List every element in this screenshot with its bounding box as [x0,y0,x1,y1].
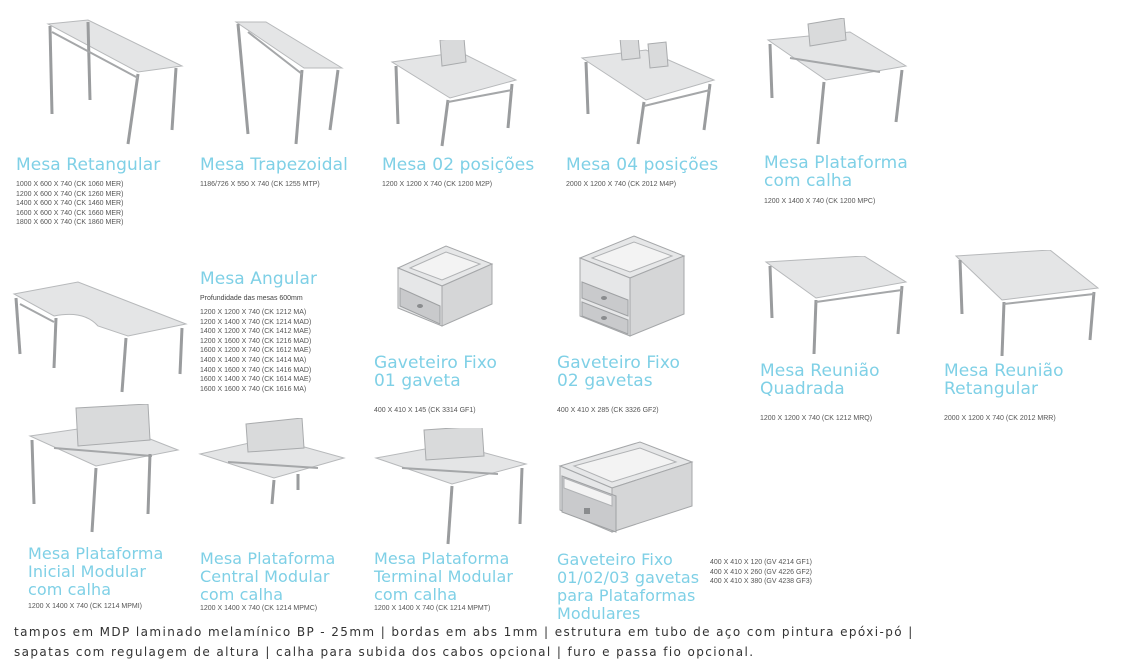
plataforma-inicial-image [24,404,184,534]
gaveteiro-01-image [396,236,496,336]
spec-line: 1800 X 600 X 740 (CK 1860 MER) [16,219,124,227]
mesa-plataforma-calha-specs [764,197,875,207]
mesa-reuniao-retangular-image [952,250,1102,360]
spec-line: 1200 X 1600 X 740 (CK 1216 MAD) [200,337,312,345]
spec-line: 400 X 410 X 120 (GV 4214 GF1) [710,559,812,566]
mesa-angular-image [10,270,190,395]
plataforma-inicial-specs [28,602,142,612]
spec-line: 2000 X 1200 X 740 (CK 2012 M4P) [566,181,677,188]
gaveteiro-plataformas-image [556,436,696,546]
mesa-trapezoidal-title: Mesa Trapezoidal [200,155,348,175]
mesa-reuniao-retangular-title: Mesa Reunião Retangular [944,361,1064,399]
gaveteiro-plataformas-title: Gaveteiro Fixo 01/02/03 gavetas para Plataformas Modulares [557,550,700,623]
mesa-trapezoidal-image [226,18,346,148]
gaveteiro-02-specs [557,406,659,416]
mesa-02-posicoes-specs [382,180,492,190]
gaveteiro-02-title: Gaveteiro Fixo 02 gavetas [557,353,680,391]
mesa-02-posicoes-title: Mesa 02 posições [382,155,535,175]
mesa-04-posicoes-title: Mesa 04 posições [566,155,719,175]
spec-line: 1400 X 1200 X 740 (CK 1412 MAE) [200,328,311,336]
spec-line: 1200 X 1400 X 740 (CK 1200 MPC) [764,198,876,205]
spec-line: 1400 X 600 X 740 (CK 1460 MER) [16,200,124,208]
spec-line: 1200 X 1400 X 740 (CK 1214 MPMI) [28,603,143,610]
mesa-04-posicoes-specs [566,180,676,190]
mesa-retangular-image [40,18,190,148]
gaveteiro-plataformas-specs [710,558,812,587]
gaveteiro-01-title: Gaveteiro Fixo 01 gaveta [374,353,497,391]
mesa-plataforma-calha-image [760,18,910,148]
spec-line: 1600 X 1400 X 740 (CK 1614 MAE) [200,376,311,384]
spec-line: 400 X 410 X 380 (GV 4238 GF3) [710,578,812,586]
plataforma-terminal-specs [374,604,490,614]
spec-line: 1200 X 1400 X 740 (CK 1214 MPMC) [200,605,318,612]
mesa-reuniao-quadrada-image [760,256,910,356]
mesa-plataforma-calha-title: Mesa Plataforma com calha [764,153,908,191]
mesa-04-posicoes-image [578,40,718,150]
spec-line: 1600 X 600 X 740 (CK 1660 MER) [16,209,124,217]
mesa-reuniao-quadrada-title: Mesa Reunião Quadrada [760,361,880,399]
plataforma-central-image [198,418,348,508]
spec-line: 1200 X 600 X 740 (CK 1260 MER) [16,190,124,198]
spec-line: 1000 X 600 X 740 (CK 1060 MER) [16,181,124,188]
mesa-angular-specs [200,308,311,394]
plataforma-terminal-title: Mesa Plataforma Terminal Modular com calha [374,549,514,604]
spec-line: 1200 X 1400 X 740 (CK 1214 MAD) [200,318,312,326]
footer-line: sapatas com regulagem de altura | calha para subida dos cabos opcional | furo e passa fio opcional. [14,645,755,659]
spec-line: 1400 X 1600 X 740 (CK 1416 MAD) [200,366,312,374]
plataforma-terminal-image [372,428,532,548]
spec-line: 1186/726 X 550 X 740 (CK 1255 MTP) [200,181,320,188]
mesa-retangular-title: Mesa Retangular [16,155,161,175]
spec-line: 1400 X 1400 X 740 (CK 1414 MA) [200,356,307,364]
spec-line: 1200 X 1200 X 740 (CK 1212 MA) [200,309,307,316]
spec-line: 2000 X 1200 X 740 (CK 2012 MRR) [944,415,1056,422]
spec-line: 400 X 410 X 285 (CK 3326 GF2) [557,407,659,414]
spec-line: 400 X 410 X 145 (CK 3314 GF1) [374,407,476,414]
mesa-angular-title: Mesa Angular [200,269,318,289]
spec-line: 1600 X 1600 X 740 (CK 1616 MA) [200,385,307,393]
footer-notes [14,622,914,662]
mesa-angular-subtitle: Profundidade das mesas 600mm [200,295,303,302]
plataforma-inicial-title: Mesa Plataforma Inicial Modular com calha [28,544,164,599]
spec-line: 400 X 410 X 260 (GV 4226 GF2) [710,568,812,576]
mesa-02-posicoes-image [390,40,520,150]
mesa-trapezoidal-specs [200,180,320,190]
spec-line: 1200 X 1400 X 740 (CK 1214 MPMT) [374,605,491,612]
plataforma-central-title: Mesa Plataforma Central Modular com calha [200,549,336,604]
gaveteiro-01-specs [374,406,476,416]
spec-line: 1200 X 1200 X 740 (CK 1212 MRQ) [760,415,873,422]
mesa-reuniao-retangular-specs [944,414,1056,424]
footer-line: tampos em MDP laminado melamínico BP - 25mm | bordas em abs 1mm | estrutura em tubo de aço com pintura epóxi-pó | [14,625,914,639]
mesa-reuniao-quadrada-specs [760,414,872,424]
spec-line: 1200 X 1200 X 740 (CK 1200 M2P) [382,181,493,188]
gaveteiro-02-image [578,232,688,342]
spec-line: 1600 X 1200 X 740 (CK 1612 MAE) [200,347,311,355]
mesa-retangular-specs [16,180,123,228]
plataforma-central-specs [200,604,317,614]
